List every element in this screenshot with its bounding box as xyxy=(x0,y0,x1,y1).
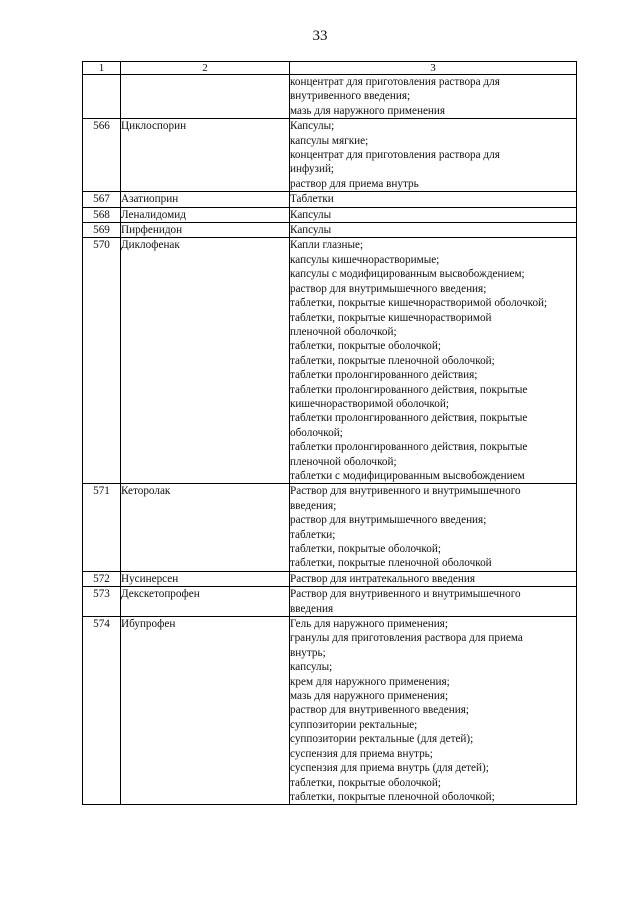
dosage-form-line: таблетки, покрытые пленочной оболочкой; xyxy=(290,790,495,803)
dosage-forms xyxy=(290,238,577,484)
table-row xyxy=(83,587,577,617)
dosage-form-line: раствор для внутримышечного введения; xyxy=(290,514,487,527)
dosage-forms xyxy=(290,75,577,119)
row-number: 567 xyxy=(83,192,121,207)
dosage-form-line: таблетки пролонгированного действия, покрытые xyxy=(290,412,528,425)
table-row xyxy=(83,223,577,238)
dosage-forms xyxy=(290,223,577,238)
row-number: 570 xyxy=(83,238,121,484)
dosage-form-line: Капсулы xyxy=(290,208,332,221)
drug-name: Леналидомид xyxy=(121,207,290,222)
dosage-form-line: таблетки, покрытые кишечнорастворимой xyxy=(290,311,492,324)
dosage-form-line: внутривенного введения; xyxy=(290,90,411,103)
column-header-forms: 3 xyxy=(290,62,577,75)
table-body xyxy=(83,75,577,805)
drug-name: Декскетопрофен xyxy=(121,587,290,617)
row-number: 573 xyxy=(83,587,121,617)
dosage-form-line: раствор для приема внутрь xyxy=(290,177,419,190)
dosage-form-line: пленочной оболочкой; xyxy=(290,455,397,468)
row-number: 572 xyxy=(83,571,121,586)
dosage-forms xyxy=(290,484,577,571)
table-header-row xyxy=(83,62,577,75)
drug-name: Циклоспорин xyxy=(121,119,290,192)
drug-name: Нусинерсен xyxy=(121,571,290,586)
table-row xyxy=(83,617,577,805)
drug-name: Диклофенак xyxy=(121,238,290,484)
dosage-form-line: Капли глазные; xyxy=(290,239,364,252)
dosage-form-line: таблетки; xyxy=(290,528,336,541)
dosage-form-line: таблетки пролонгированного действия, покрытые xyxy=(290,441,528,454)
dosage-forms xyxy=(290,119,577,192)
dosage-form-line: капсулы с модифицированным высвобождением; xyxy=(290,268,525,281)
dosage-form-line: раствор для внутривенного введения; xyxy=(290,704,469,717)
dosage-form-line: Раствор для внутривенного и внутримышечного xyxy=(290,588,521,601)
dosage-forms xyxy=(290,587,577,617)
dosage-form-line: Капсулы; xyxy=(290,120,335,133)
table-row xyxy=(83,192,577,207)
row-number xyxy=(83,75,121,119)
dosage-form-line: концентрат для приготовления раствора для xyxy=(290,76,500,88)
dosage-forms xyxy=(290,207,577,222)
table-row xyxy=(83,238,577,484)
dosage-form-line: капсулы; xyxy=(290,661,333,674)
table-row xyxy=(83,484,577,571)
dosage-form-line: таблетки, покрытые пленочной оболочкой; xyxy=(290,354,495,367)
dosage-form-line: суппозитории ректальные; xyxy=(290,718,418,731)
page-number: 33 xyxy=(312,28,328,44)
column-header-number: 1 xyxy=(83,62,121,75)
dosage-form-line: суспензия для приема внутрь; xyxy=(290,747,433,760)
dosage-form-line: Капсулы xyxy=(290,224,332,237)
dosage-forms xyxy=(290,192,577,207)
drug-name: Пирфенидон xyxy=(121,223,290,238)
table-row xyxy=(83,75,577,119)
dosage-forms xyxy=(290,571,577,586)
dosage-forms xyxy=(290,617,577,805)
dosage-form-line: суппозитории ректальные (для детей); xyxy=(290,733,474,746)
row-number: 574 xyxy=(83,617,121,805)
dosage-form-line: таблетки, покрытые оболочкой; xyxy=(290,776,441,789)
dosage-form-line: крем для наружного применения; xyxy=(290,675,450,688)
table-row xyxy=(83,119,577,192)
drug-name: Кеторолак xyxy=(121,484,290,571)
dosage-form-line: капсулы кишечнорастворимые; xyxy=(290,253,440,266)
dosage-form-line: таблетки с модифицированным высвобождением xyxy=(290,469,525,482)
dosage-form-line: Гель для наружного применения; xyxy=(290,618,448,631)
dosage-form-line: кишечнорастворимой оболочкой; xyxy=(290,397,449,410)
dosage-form-line: инфузий; xyxy=(290,163,335,176)
dosage-form-line: гранулы для приготовления раствора для приема xyxy=(290,632,523,645)
dosage-form-line: таблетки, покрытые пленочной оболочкой xyxy=(290,557,492,570)
drug-name xyxy=(121,75,290,119)
dosage-form-line: раствор для внутримышечного введения; xyxy=(290,282,487,295)
dosage-form-line: пленочной оболочкой; xyxy=(290,325,397,338)
dosage-form-line: суспензия для приема внутрь (для детей); xyxy=(290,762,489,775)
row-number: 568 xyxy=(83,207,121,222)
dosage-form-line: Раствор для внутривенного и внутримышечного xyxy=(290,485,521,498)
column-header-name: 2 xyxy=(121,62,290,75)
dosage-form-line: мазь для наружного применения xyxy=(290,104,446,117)
dosage-form-line: таблетки пролонгированного действия, покрытые xyxy=(290,383,528,396)
dosage-form-line: введения xyxy=(290,602,334,615)
dosage-form-line: капсулы мягкие; xyxy=(290,134,369,147)
dosage-form-line: таблетки, покрытые оболочкой; xyxy=(290,340,441,353)
table-row xyxy=(83,207,577,222)
row-number: 569 xyxy=(83,223,121,238)
row-number: 566 xyxy=(83,119,121,192)
dosage-form-line: таблетки пролонгированного действия; xyxy=(290,369,478,382)
dosage-form-line: внутрь; xyxy=(290,646,326,659)
dosage-form-line: Раствор для интратекального введения xyxy=(290,572,475,585)
dosage-form-line: мазь для наружного применения; xyxy=(290,690,449,703)
drug-name: Ибупрофен xyxy=(121,617,290,805)
dosage-form-line: оболочкой; xyxy=(290,426,343,439)
dosage-form-line: концентрат для приготовления раствора для xyxy=(290,149,500,162)
table-row xyxy=(83,571,577,586)
row-number: 571 xyxy=(83,484,121,571)
drug-table xyxy=(82,61,577,805)
drug-name: Азатиоприн xyxy=(121,192,290,207)
dosage-form-line: таблетки, покрытые кишечнорастворимой оболочкой; xyxy=(290,297,548,310)
dosage-form-line: Таблетки xyxy=(290,193,334,206)
dosage-form-line: введения; xyxy=(290,499,337,512)
dosage-form-line: таблетки, покрытые оболочкой; xyxy=(290,543,441,555)
